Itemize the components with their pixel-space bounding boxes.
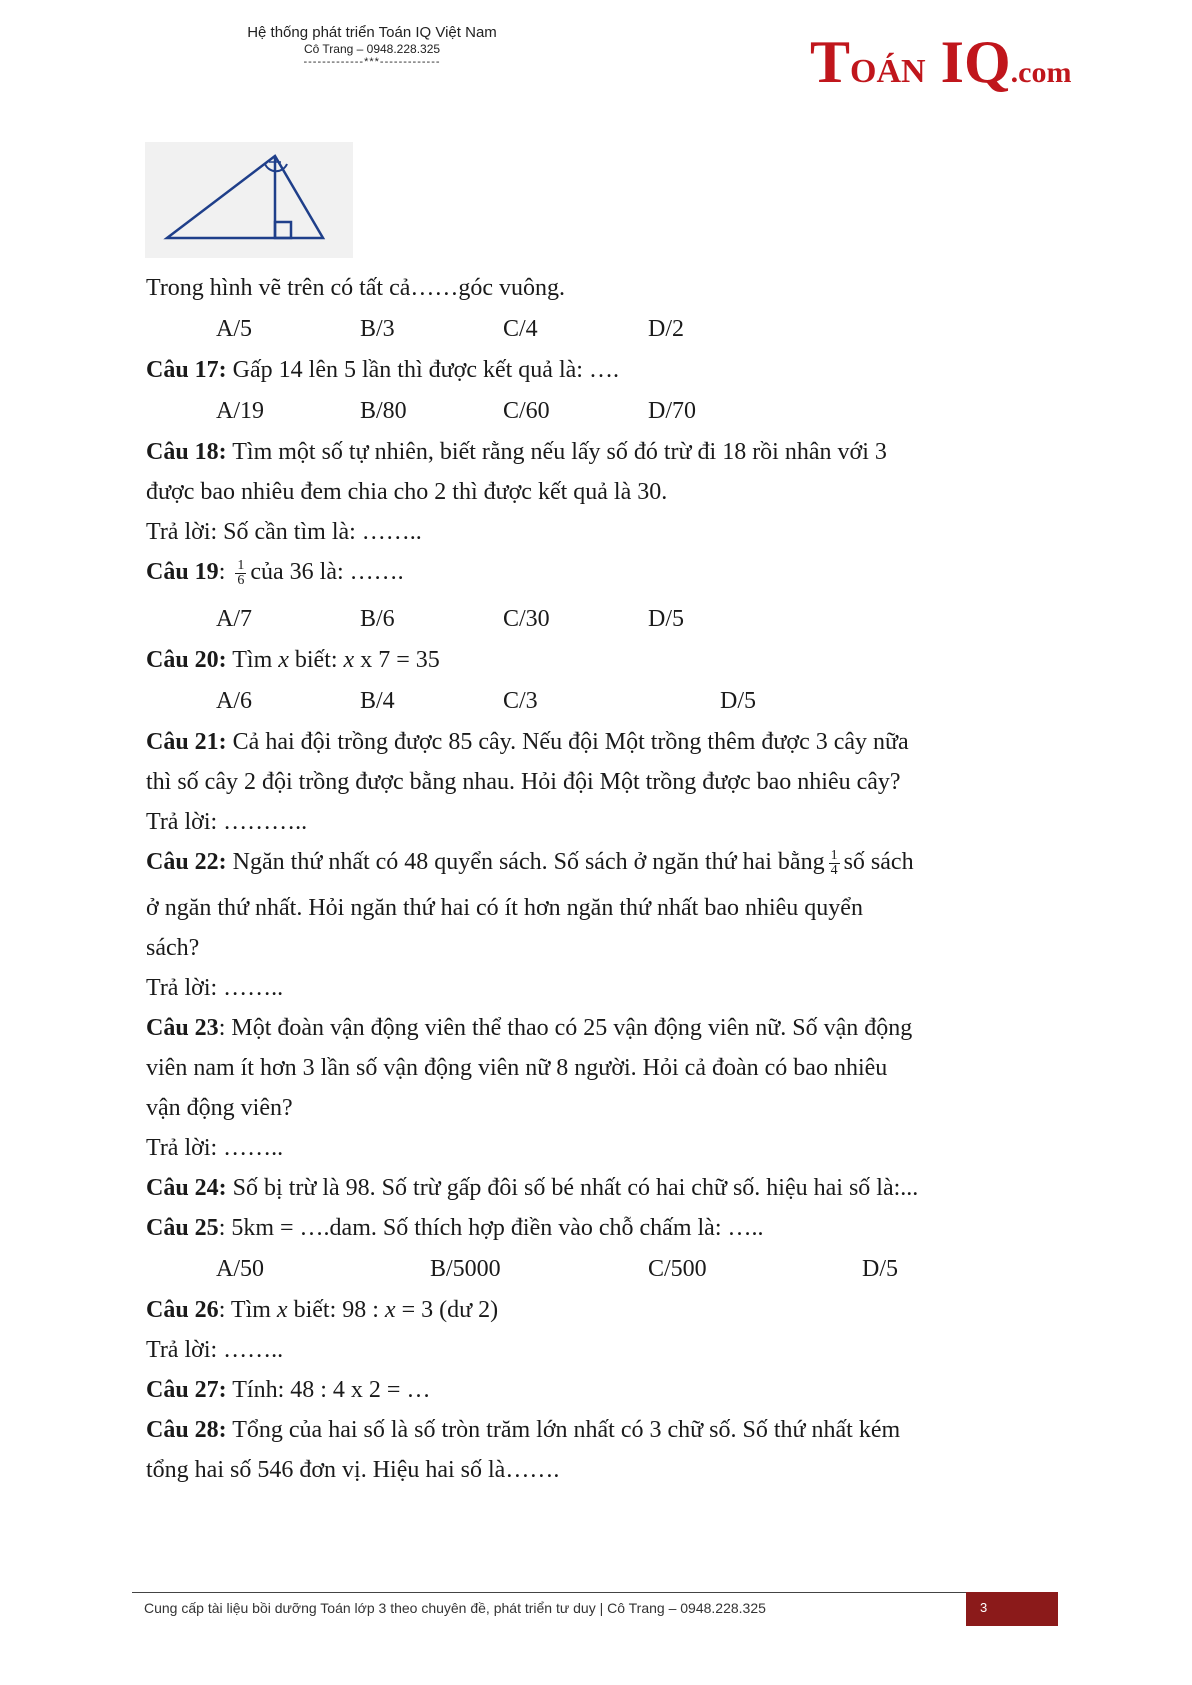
q20-option-b: B/4 xyxy=(360,688,395,714)
q23-text2: viên nam ít hơn 3 lần số vận động viên nữ 8 người. Hỏi cả đoàn có bao nhiêu xyxy=(146,1055,888,1081)
q21-answer: Trả lời: ……….. xyxy=(146,809,308,835)
q18-text1: Tìm một số tự nhiên, biết rằng nếu lấy số đó trừ đi 18 rồi nhân với 3 xyxy=(226,439,887,465)
q17-option-d: D/70 xyxy=(648,398,696,424)
q28-label: Câu 28: xyxy=(146,1417,227,1443)
q17-option-b: B/80 xyxy=(360,398,407,424)
q16-text: Trong hình vẽ trên có tất cả……góc vuông. xyxy=(146,275,566,301)
q28-text2: tổng hai số 546 đơn vị. Hiệu hai số là……. xyxy=(146,1457,560,1483)
q23-label: Câu 23 xyxy=(146,1015,219,1041)
q21-label: Câu 21: xyxy=(146,729,227,755)
q19-options xyxy=(146,598,1066,640)
q17 xyxy=(146,350,1066,390)
q25-option-d: D/5 xyxy=(862,1256,898,1282)
header-line3: -------------***------------- xyxy=(303,56,441,68)
q18-line1 xyxy=(146,432,1066,472)
q22-text2: ở ngăn thứ nhất. Hỏi ngăn thứ hai có ít hơn ngăn thứ nhất bao nhiêu quyển xyxy=(146,895,863,921)
q20-option-d: D/5 xyxy=(720,688,756,714)
page-number: 3 xyxy=(980,1600,988,1615)
q16-option-b: B/3 xyxy=(360,316,395,342)
footer-text: Cung cấp tài liệu bồi dưỡng Toán lớp 3 theo chuyên đề, phát triển tư duy | Cô Trang – 0948.228.325 xyxy=(144,1600,766,1616)
q27: Câu 27: Tính: 48 : 4 x 2 = … xyxy=(146,1377,431,1403)
toaniq-logo: TOÁN IQ.com xyxy=(810,29,1072,95)
q19-option-d: D/5 xyxy=(648,606,684,632)
q22-label: Câu 22: xyxy=(146,849,227,875)
q21-line1: Câu 21: Cả hai đội trồng được 85 cây. Nếu đội Một trồng thêm được 3 cây nữa xyxy=(146,729,909,755)
q23-text3: vận động viên? xyxy=(146,1095,293,1121)
q23-line1: Câu 23: Một đoàn vận động viên thể thao có 25 vận động viên nữ. Số vận động xyxy=(146,1015,913,1041)
q22-answer: Trả lời: …….. xyxy=(146,975,284,1001)
q20-option-c: C/3 xyxy=(503,688,538,714)
header-line1: Hệ thống phát triển Toán IQ Việt Nam xyxy=(247,24,497,41)
q25-option-b: B/5000 xyxy=(430,1256,501,1282)
q21-text2: thì số cây 2 đội trồng được bằng nhau. Hỏi đội Một trồng được bao nhiêu cây? xyxy=(146,769,901,795)
footer-divider xyxy=(132,1592,1057,1593)
q26-answer: Trả lời: …….. xyxy=(146,1337,284,1363)
q19-option-b: B/6 xyxy=(360,606,395,632)
q17-options xyxy=(146,390,1066,432)
q20: Câu 20: Tìm x biết: x x 7 = 35 xyxy=(146,647,440,673)
q25-option-a: A/50 xyxy=(216,1256,264,1282)
q23-answer: Trả lời: …….. xyxy=(146,1135,284,1161)
header-line2: Cô Trang – 0948.228.325 xyxy=(303,42,441,56)
q19-text: của 36 là: ……. xyxy=(250,559,404,585)
q18-label: Câu 18: xyxy=(146,439,227,465)
right-triangle-figure xyxy=(145,142,353,258)
q28-line1: Câu 28: Tổng của hai số là số tròn trăm lớn nhất có 3 chữ số. Số thứ nhất kém xyxy=(146,1417,901,1443)
q20-label: Câu 20: xyxy=(146,647,227,673)
q25-options xyxy=(146,1248,1066,1290)
q18-text2: được bao nhiêu đem chia cho 2 thì được kết quả là 30. xyxy=(146,479,668,505)
q26: Câu 26: Tìm x biết: 98 : x = 3 (dư 2) xyxy=(146,1297,499,1323)
q19-option-a: A/7 xyxy=(216,606,252,632)
q22-fraction: $\frac{1}{4}$ xyxy=(830,847,838,878)
page-number-box xyxy=(966,1592,1058,1626)
q16-options xyxy=(146,308,1066,350)
q19-option-c: C/30 xyxy=(503,606,550,632)
q24: Câu 24: Số bị trừ là 98. Số trừ gấp đôi số bé nhất có hai chữ số. hiệu hai số là:... xyxy=(146,1175,919,1201)
q19-label: Câu 19 xyxy=(146,559,219,585)
q19: Câu 19: $\frac{1}{6}$ của 36 là: ……. xyxy=(146,557,404,588)
q17-text: Gấp 14 lên 5 lần thì được kết quả là: …. xyxy=(226,357,619,383)
header-info xyxy=(212,24,532,68)
q27-label: Câu 27: xyxy=(146,1377,227,1403)
q25-label: Câu 25 xyxy=(146,1215,219,1241)
q17-label: Câu 17: xyxy=(146,357,227,383)
q16-option-a: A/5 xyxy=(216,316,252,342)
q16-option-c: C/4 xyxy=(503,316,538,342)
q20-option-a: A/6 xyxy=(216,688,252,714)
q18-answer: Trả lời: Số cần tìm là: …….. xyxy=(146,519,422,545)
q26-label: Câu 26 xyxy=(146,1297,219,1323)
q16-option-d: D/2 xyxy=(648,316,684,342)
q17-option-a: A/19 xyxy=(216,398,264,424)
q22-line1: Câu 22: Ngăn thứ nhất có 48 quyển sách. Số sách ở ngăn thứ hai bằng $\frac{1}{4}$ số sách xyxy=(146,847,914,878)
question-list xyxy=(146,268,1066,1490)
q24-label: Câu 24: xyxy=(146,1175,227,1201)
q20-options xyxy=(146,680,1066,722)
q22-text3: sách? xyxy=(146,935,200,961)
q25-option-c: C/500 xyxy=(648,1256,707,1282)
q19-fraction: $\frac{1}{6}$ xyxy=(237,557,245,588)
q25: Câu 25: 5km = ….dam. Số thích hợp điền vào chỗ chấm là: ….. xyxy=(146,1215,764,1241)
q17-option-c: C/60 xyxy=(503,398,550,424)
